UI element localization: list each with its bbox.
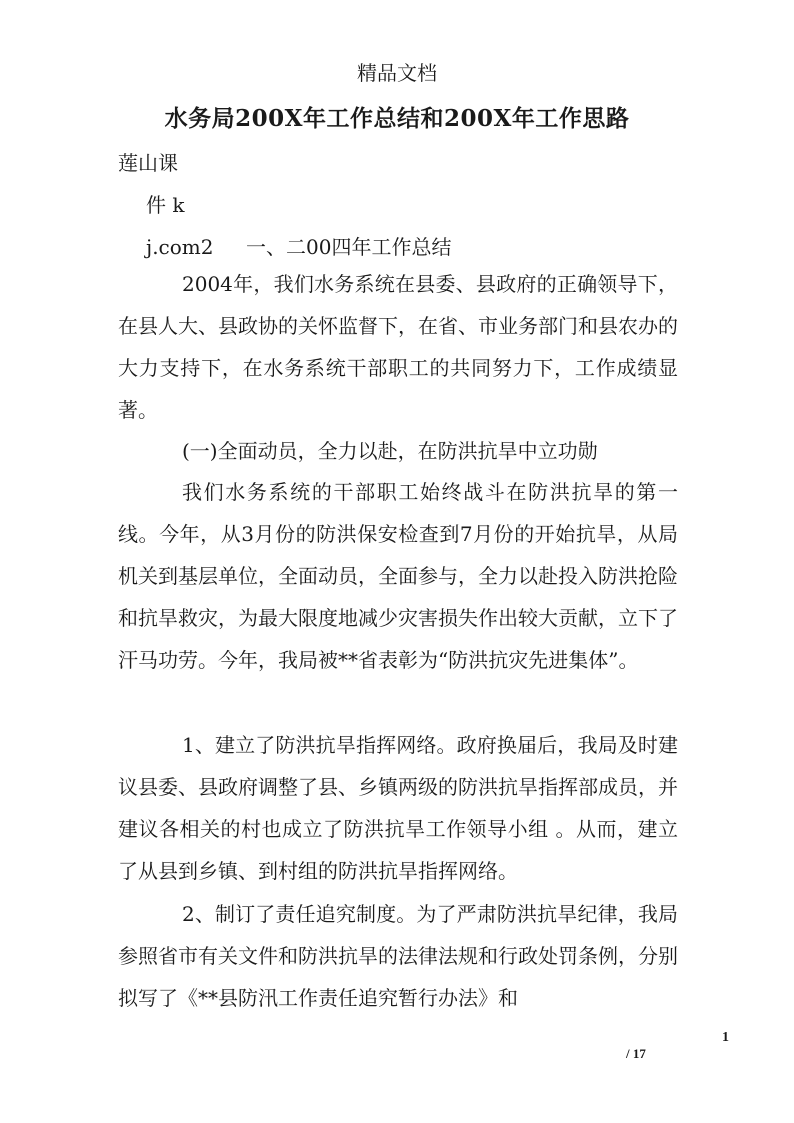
document-title: 水务局200X年工作总结和200X年工作思路: [164, 105, 630, 132]
paragraph-item-2: 2、制订了责任追究制度。为了严肃防洪抗旱纪律，我局参照省市有关文件和防洪抗旱的法律法规和行政处罚条例，分别拟写了《**县防汛工作责任追究暂行办法》和: [118, 902, 678, 1010]
byline-line-2: 件 k: [146, 193, 185, 217]
paragraph-item-1: 1、建立了防洪抗旱指挥网络。政府换届后，我局及时建议县委、县政府调整了县、乡镇两级的防洪抗旱指挥部成员，并建议各相关的村也成立了防洪抗旱工作领导小组 。从而，建立了从县到乡镇、到村组的防洪抗旱指挥网络。: [118, 733, 678, 883]
section-heading-main: 一、二00四年工作总结: [246, 235, 452, 259]
page-header: 精品文档: [357, 61, 437, 85]
paragraph-flood-control: 我们水务系统的干部职工始终战斗在防洪抗旱的第一线。今年，从3月份的防洪保安检查到7月份的开始抗旱，从局机关到基层单位，全面动员，全面参与，全力以赴投入防洪抢险和抗旱救灾，为最大限度地减少灾害损失作出较大贡献，立下了汗马功劳。今年，我局被**省表彰为“防洪抗灾先进集体”。: [118, 480, 678, 672]
section-heading: (一)全面动员，全力以赴，在防洪抗旱中立功勋: [182, 439, 598, 463]
page-total: / 17: [626, 1046, 646, 1061]
paragraph-intro: 2004年，我们水务系统在县委、县政府的正确领导下，在县人大、县政协的关怀监督下，在省、市业务部门和县农办的大力支持下，在水务系统干部职工的共同努力下，工作成绩显著。: [118, 272, 678, 422]
page-number: 1: [722, 1030, 729, 1045]
byline-line-1: 莲山课: [118, 151, 178, 175]
byline-line-3-prefix: j.com2: [146, 235, 214, 259]
